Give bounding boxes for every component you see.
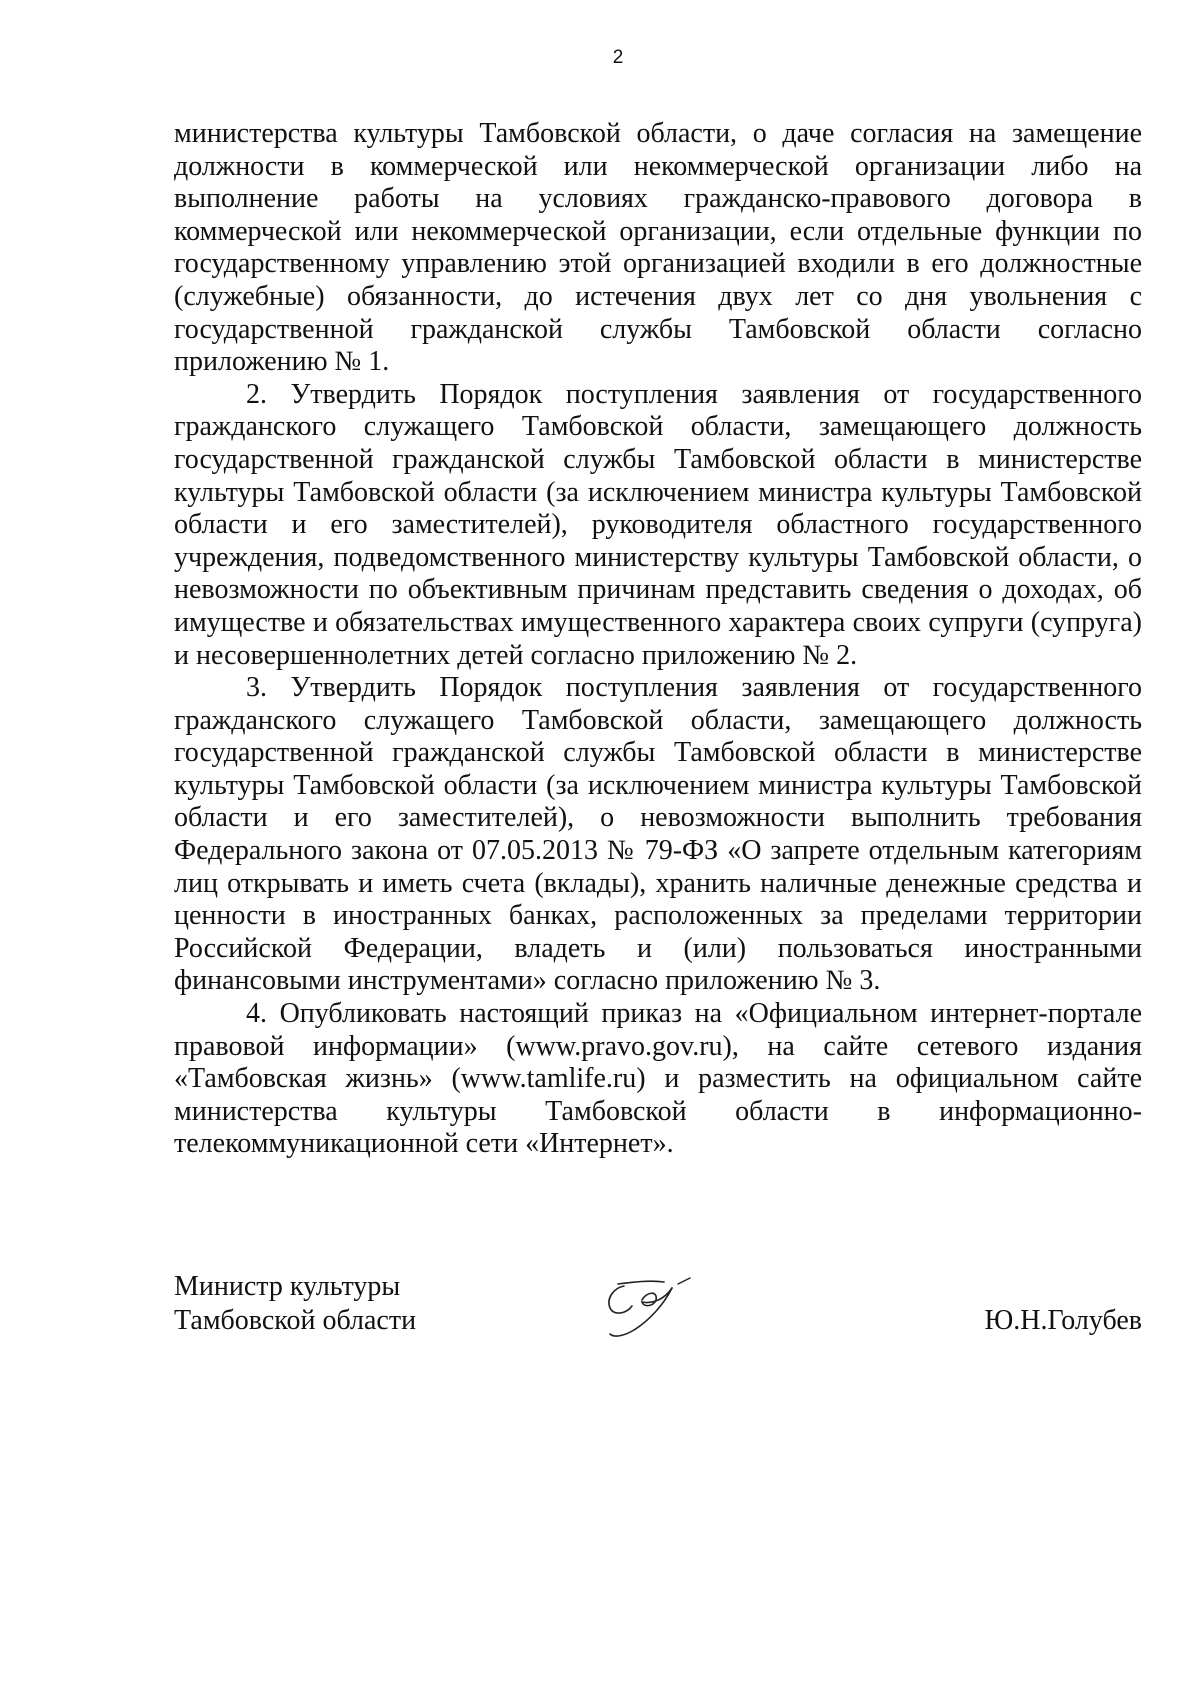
document-body <box>174 118 1142 1161</box>
page-number: 2 <box>612 47 624 68</box>
signatory-name: Ю.Н.Голубев <box>984 1305 1142 1336</box>
signatory-position <box>174 1270 416 1338</box>
handwritten-signature <box>594 1264 704 1344</box>
paragraph-continuation: министерства культуры Тамбовской области, о даче согласия на замещение должности в коммерческой или некоммерческой организации либо на выполнение работы на условиях гражданско-правового договора в коммерческой или некоммерческой организации, если отдельные функции по государственному управлению этой организацией входили в его должностные (служебные) обязанности, до истечения двух лет со дня увольнения с государственной гражданской службы Тамбовской области согласно приложению № 1. <box>174 118 1142 378</box>
signature-block <box>174 1270 1142 1350</box>
signatory-position-line-1: Министр культуры <box>174 1271 401 1302</box>
signatory-position-line-2: Тамбовской области <box>174 1305 417 1336</box>
paragraph-item-3: 3. Утвердить Порядок поступления заявления от государственного гражданского служащего Тамбовской области, замещающего должность государственной гражданской службы Тамбовской области в министерстве культуры Тамбовской области (за исключением министра культуры Тамбовской области и его заместителей), о невозможности выполнить требования Федерального закона от 07.05.2013 № 79-ФЗ «О запрете отдельным категориям лиц открывать и иметь счета (вклады), хранить наличные денежные средства и ценности в иностранных банках, расположенных за пределами территории Российской Федерации, владеть и (или) пользоваться иностранными финансовыми инструментами» согласно приложению № 3. <box>174 672 1142 997</box>
paragraph-item-2: 2. Утвердить Порядок поступления заявления от государственного гражданского служащего Тамбовской области, замещающего должность государственной гражданской службы Тамбовской области в министерстве культуры Тамбовской области (за исключением министра культуры Тамбовской области и его заместителей), руководителя областного государственного учреждения, подведомственного министерству культуры Тамбовской области, о невозможности по объективным причинам представить сведения о доходах, об имуществе и обязательствах имущественного характера своих супруги (супруга) и несовершеннолетних детей согласно приложению № 2. <box>174 378 1142 671</box>
paragraph-item-4: 4. Опубликовать настоящий приказ на «Официальном интернет-портале правовой информации» (www.pravo.gov.ru), на сайте сетевого издания «Тамбовская жизнь» (www.tamlife.ru) и разместить на официальном сайте министерства культуры Тамбовской области в информационно-телекоммуникационной сети «Интернет». <box>174 998 1142 1160</box>
